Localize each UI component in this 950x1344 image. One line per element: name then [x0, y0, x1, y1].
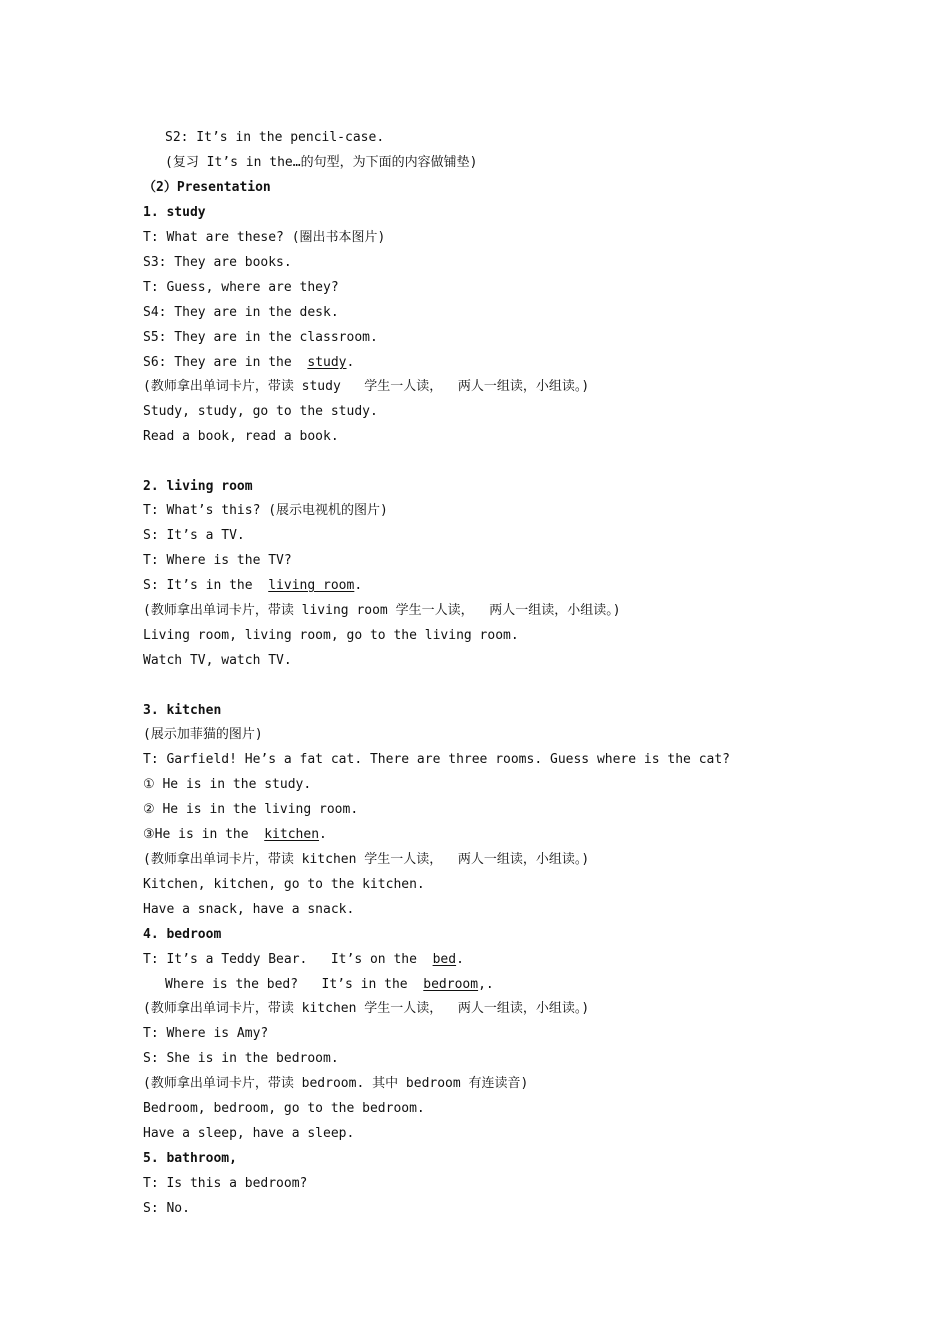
s6-answer-word: study	[307, 355, 347, 370]
section3-note: (教师拿出单词卡片，带读 kitchen 学生一人读， 两人一组读，小组读。)	[143, 852, 590, 867]
review-note: (复习 It’s in the…的句型，为下面的内容做铺垫)	[165, 155, 478, 170]
section1-chant: Study, study, go to the study.	[143, 404, 378, 419]
section2-heading: 2. living room	[143, 479, 253, 494]
s6-prefix: S6: They are in the	[143, 355, 308, 370]
t2-answer-word: bedroom	[423, 977, 479, 992]
section2-line: T: Where is the TV?	[143, 553, 292, 568]
section4-question: T: Where is Amy?	[143, 1026, 269, 1041]
t1-suffix: .	[456, 952, 464, 967]
answer-suffix: .	[319, 827, 327, 842]
section3-line: ② He is in the living room.	[143, 802, 359, 817]
section4-note: (教师拿出单词卡片，带读 bedroom. 其中 bedroom 有连读音)	[143, 1076, 529, 1091]
section5-answer: S: No.	[143, 1201, 190, 1216]
section4-chant: Have a sleep, have a sleep.	[143, 1126, 355, 1141]
section2-line: T: What’s this? (展示电视机的图片)	[143, 503, 388, 518]
section4-answer: S: She is in the bedroom.	[143, 1051, 339, 1066]
section1-s6-line	[143, 355, 354, 371]
section1-line: T: What are these? (圈出书本图片)	[143, 230, 386, 245]
section3-line: (展示加菲猫的图片)	[143, 727, 263, 742]
answer-suffix: .	[354, 578, 363, 593]
section3-line: ① He is in the study.	[143, 777, 312, 792]
section1-heading: 1. study	[143, 205, 206, 220]
answer-word: kitchen	[264, 827, 320, 842]
t1-answer-word: bed	[432, 952, 457, 967]
answer-prefix: S: It’s in the	[143, 578, 269, 593]
section3-line: T: Garfield! He’s a fat cat. There are three rooms. Guess where is the cat?	[143, 752, 730, 767]
section5-heading: 5. bathroom,	[143, 1151, 237, 1166]
answer-word: living room	[268, 578, 355, 593]
section1-line: S4: They are in the desk.	[143, 305, 339, 320]
section5-question: T: Is this a bedroom?	[143, 1176, 308, 1191]
section2-chant: Watch TV, watch TV.	[143, 653, 292, 668]
section1-note: (教师拿出单词卡片，带读 study 学生一人读， 两人一组读，小组读。)	[143, 379, 590, 394]
section1-line: S5: They are in the classroom.	[143, 330, 378, 345]
section3-chant: Have a snack, have a snack.	[143, 902, 355, 917]
review-s2-line: S2: It’s in the pencil-case.	[165, 130, 385, 145]
section2-line: S: It’s a TV.	[143, 528, 245, 543]
t2-prefix: Where is the bed? It’s in the	[165, 977, 424, 992]
section2-chant: Living room, living room, go to the living room.	[143, 628, 519, 643]
section4-teddy-line	[143, 952, 464, 968]
t2-suffix: ,.	[478, 977, 494, 992]
t1-prefix: T: It’s a Teddy Bear. It’s on the	[143, 952, 433, 967]
section2-note: (教师拿出单词卡片，带读 living room 学生一人读， 两人一组读，小组读。)	[143, 603, 621, 618]
presentation-heading: （2）Presentation	[143, 180, 271, 195]
section4-bed-line	[165, 977, 494, 993]
section4-heading: 4. bedroom	[143, 927, 222, 942]
section3-heading: 3. kitchen	[143, 703, 222, 718]
answer-prefix: ③He is in the	[143, 827, 265, 842]
section3-answer-line	[143, 827, 327, 843]
section2-answer-line	[143, 578, 362, 594]
section1-line: T: Guess, where are they?	[143, 280, 339, 295]
section1-chant: Read a book, read a book.	[143, 429, 339, 444]
section4-note: (教师拿出单词卡片，带读 kitchen 学生一人读， 两人一组读，小组读。)	[143, 1001, 590, 1016]
section1-line: S3: They are books.	[143, 255, 292, 270]
section3-chant: Kitchen, kitchen, go to the kitchen.	[143, 877, 425, 892]
s6-suffix: .	[346, 355, 355, 370]
section4-chant: Bedroom, bedroom, go to the bedroom.	[143, 1101, 425, 1116]
